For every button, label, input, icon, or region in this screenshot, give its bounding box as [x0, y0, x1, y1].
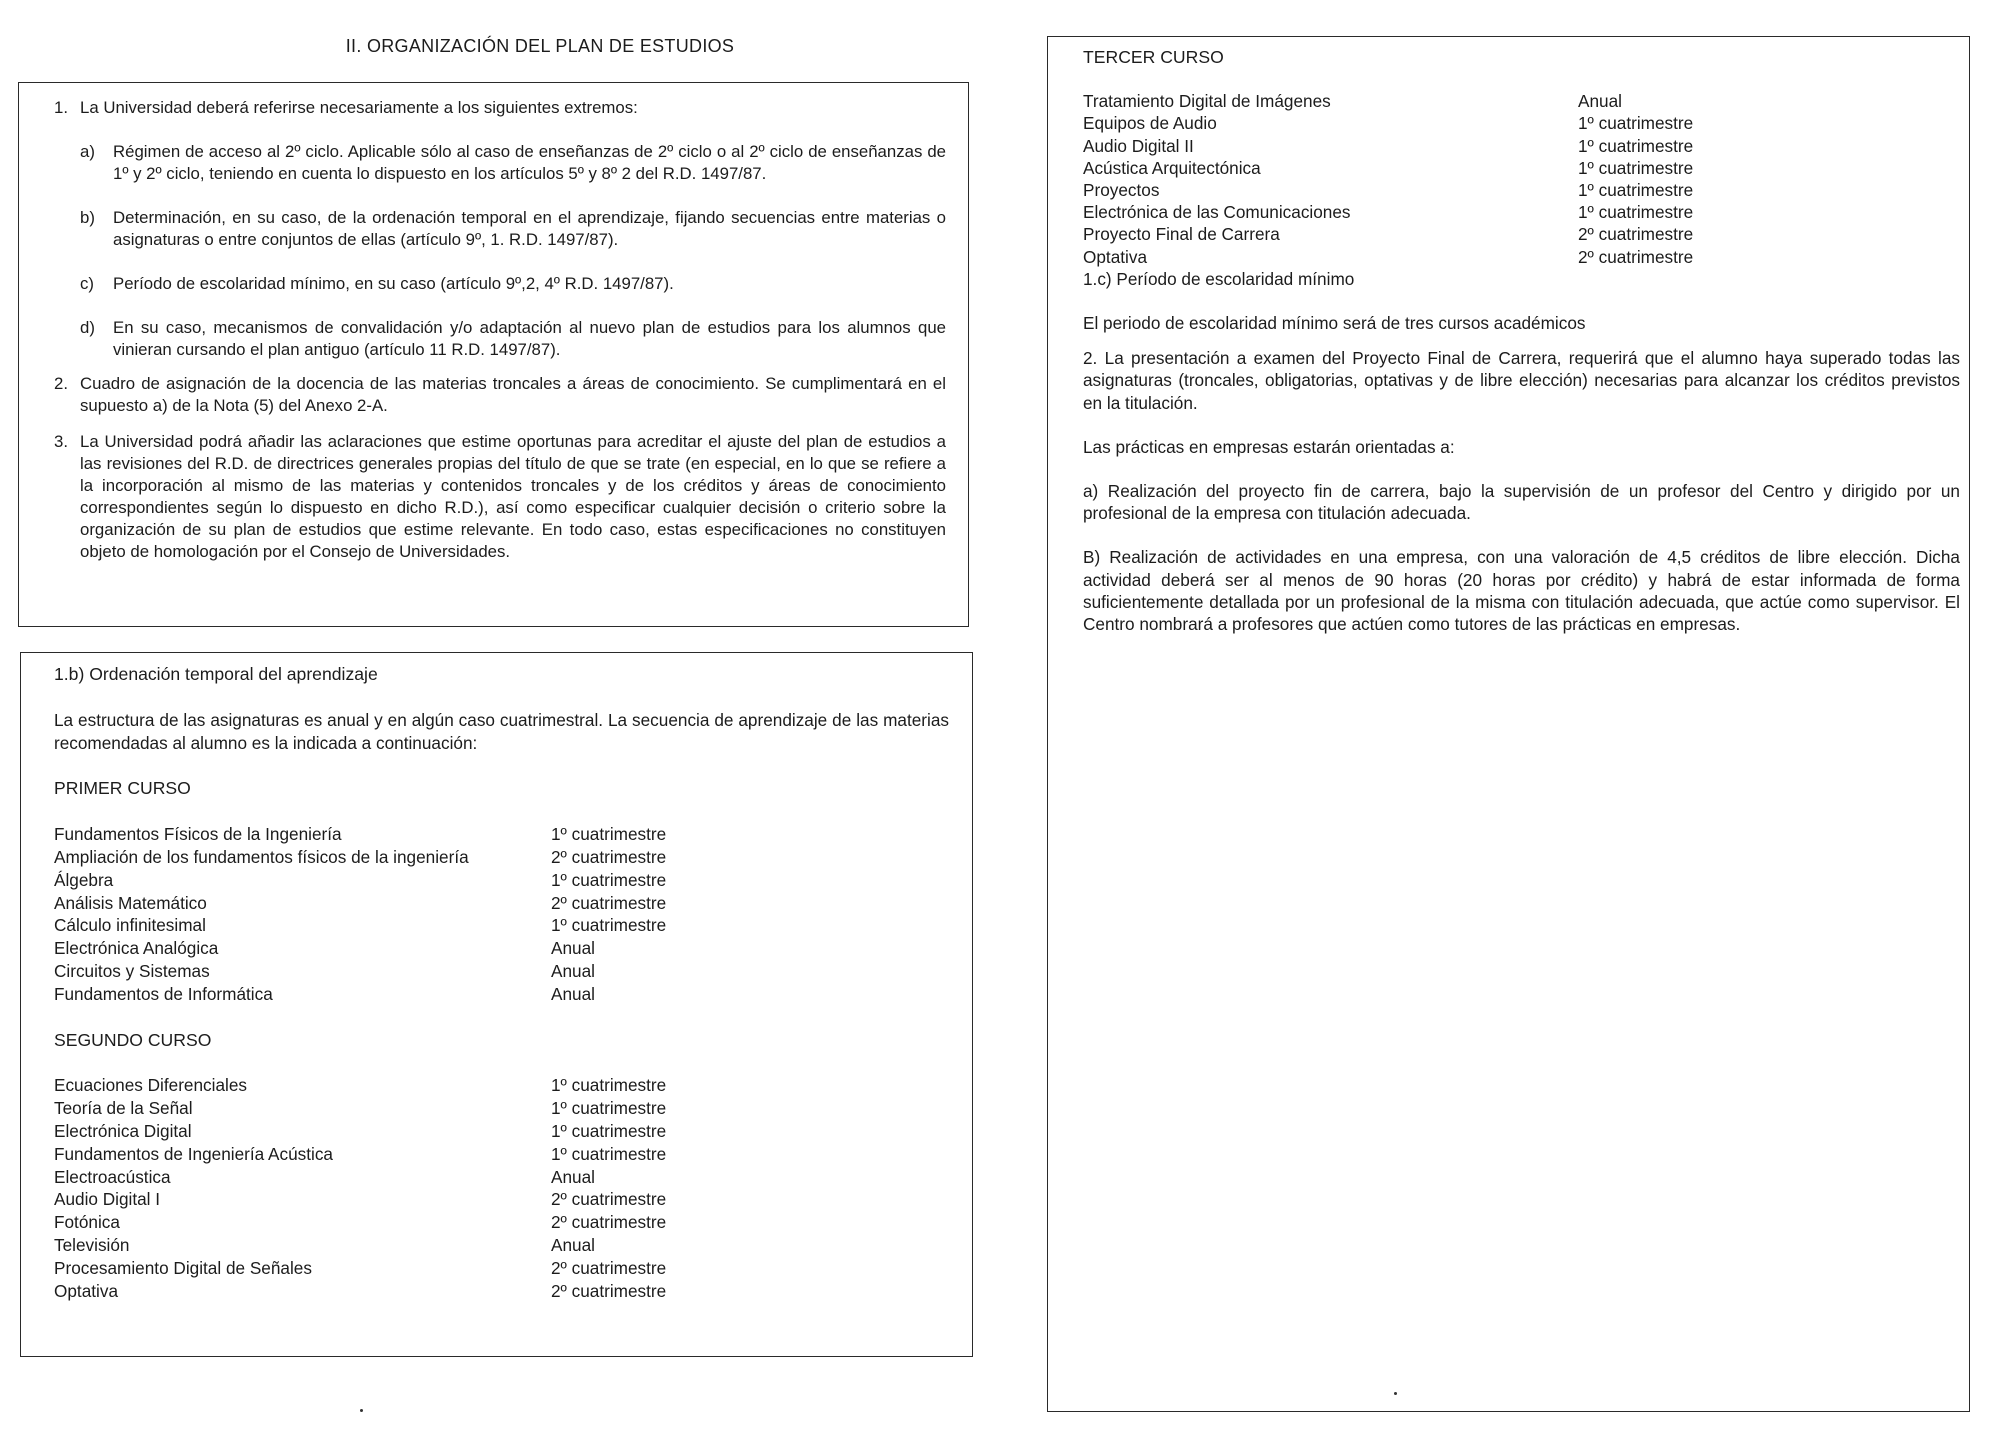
- subitem-label: c): [80, 274, 94, 293]
- second-course-row-period: 1º cuatrimestre: [551, 1075, 667, 1096]
- min-period-text: El periodo de escolaridad mínimo será de tres cursos académicos: [1083, 313, 1586, 334]
- third-course-row-period: 1º cuatrimestre: [1578, 157, 1694, 178]
- page-heading: II. ORGANIZACIÓN DEL PLAN DE ESTUDIOS: [345, 36, 735, 56]
- requirement-item-3: [54, 431, 946, 563]
- third-course-row-subject: Proyecto Final de Carrera: [1083, 224, 1280, 245]
- ordering-title: 1.b) Ordenación temporal del aprendizaje: [54, 664, 378, 684]
- subitem-text: Régimen de acceso al 2º ciclo. Aplicable sólo al caso de enseñanzas de 2º ciclo o al 2º ciclo de enseñanzas de 1º y 2º ciclo, teniendo en cuenta lo dispuesto en los artículos 5º y 8º 2 del R.D. 1497/87.: [113, 142, 946, 183]
- second-course-row-period: Anual: [551, 1166, 595, 1187]
- requirements-box: [18, 82, 969, 627]
- first-course-table: [54, 823, 949, 1005]
- exam-requirement-text: 2. La presentación a examen del Proyecto Final de Carrera, requerirá que el alumno haya superado todas las asignaturas (troncales, obligatorias, optativas y de libre elección) necesarias para alcanzar los créditos previstos en la titulación.: [1083, 348, 1960, 413]
- second-course-row-subject: Electroacústica: [54, 1166, 171, 1187]
- third-course-row-period: 1º cuatrimestre: [1578, 180, 1694, 201]
- ordering-content: [54, 663, 949, 1302]
- first-course-row-subject: Álgebra: [54, 869, 114, 890]
- first-course-row-subject: Ampliación de los fundamentos físicos de la ingeniería: [54, 846, 469, 867]
- second-course-row-subject: Optativa: [54, 1280, 119, 1301]
- subitem-label: b): [80, 208, 95, 227]
- second-course-row-subject: Fotónica: [54, 1212, 120, 1233]
- requirement-text: La Universidad deberá referirse necesariamente a los siguientes extremos:: [80, 98, 638, 117]
- subitem-c: [80, 273, 946, 295]
- second-course-row-period: 2º cuatrimestre: [551, 1212, 667, 1233]
- second-course-row-period: 2º cuatrimestre: [551, 1280, 667, 1301]
- first-course-row-subject: Fundamentos Físicos de la Ingeniería: [54, 824, 342, 845]
- scan-speck: [1394, 1392, 1397, 1395]
- first-course-row-period: 1º cuatrimestre: [551, 824, 667, 845]
- third-course-row-subject: Proyectos: [1083, 180, 1160, 201]
- second-course-row-period: Anual: [551, 1234, 595, 1255]
- second-course-row-subject: Procesamiento Digital de Señales: [54, 1257, 312, 1278]
- second-course-row-period: 1º cuatrimestre: [551, 1143, 667, 1164]
- requirement-text: Cuadro de asignación de la docencia de las materias troncales a áreas de conocimiento. Se cumplimentará en el supuesto a) de la Nota (5) del Anexo 2-A.: [80, 374, 946, 415]
- third-course-table: [1083, 90, 1960, 268]
- first-course-row-subject: Circuitos y Sistemas: [54, 960, 210, 981]
- second-course-row-subject: Fundamentos de Ingeniería Acústica: [54, 1143, 333, 1164]
- first-course-row-subject: Electrónica Analógica: [54, 938, 219, 959]
- third-course-row-subject: Audio Digital II: [1083, 135, 1194, 156]
- third-course-row-period: 2º cuatrimestre: [1578, 246, 1694, 267]
- min-period-title: 1.c) Período de escolaridad mínimo: [1083, 268, 1355, 289]
- requirement-number: 3.: [54, 432, 68, 451]
- third-course-row-subject: Tratamiento Digital de Imágenes: [1083, 91, 1331, 112]
- second-course-table: [54, 1074, 949, 1302]
- requirements-list: [54, 97, 946, 563]
- internship-item-a: a) Realización del proyecto fin de carrera, bajo la supervisión de un profesor del Centro y dirigido por un profesional de la empresa con titulación adecuada.: [1083, 481, 1960, 524]
- first-course-row-subject: Cálculo infinitesimal: [54, 915, 206, 936]
- internships-intro: Las prácticas en empresas estarán orientadas a:: [1083, 436, 1455, 457]
- third-course-content: [1083, 46, 1960, 635]
- second-course-row-subject: Electrónica Digital: [54, 1120, 192, 1141]
- subitem-d: [80, 317, 946, 361]
- first-course-row-period: 1º cuatrimestre: [551, 869, 667, 890]
- second-course-row-period: 1º cuatrimestre: [551, 1098, 667, 1119]
- third-course-row-period: Anual: [1578, 91, 1622, 112]
- subitem-a: [80, 141, 946, 185]
- second-course-row-period: 2º cuatrimestre: [551, 1257, 667, 1278]
- third-course-row-subject: Electrónica de las Comunicaciones: [1083, 202, 1351, 223]
- second-course-row-subject: Audio Digital I: [54, 1189, 161, 1210]
- ordering-box: [20, 652, 973, 1357]
- subitem-text: Período de escolaridad mínimo, en su caso (artículo 9º,2, 4º R.D. 1497/87).: [113, 274, 674, 293]
- scan-speck: [360, 1409, 363, 1412]
- third-course-row-subject: Equipos de Audio: [1083, 113, 1217, 134]
- first-course-row-period: 2º cuatrimestre: [551, 846, 667, 867]
- first-course-row-subject: Fundamentos de Informática: [54, 983, 273, 1004]
- second-course-row-subject: Televisión: [54, 1234, 130, 1255]
- third-course-box: [1047, 36, 1970, 1412]
- requirement-text: La Universidad podrá añadir las aclaraciones que estime oportunas para acreditar el ajuste del plan de estudios a las revisiones del R.D. de directrices generales propias del título de que se trate (en especial, en lo que se refiere a la incorporación al mismo de las materias y contenidos troncales y de los créditos y áreas de conocimiento correspondientes según lo dispuesto en dicho R.D.), así como especificar cualquier decisión o criterio sobre la organización de su plan de estudios que estime relevante. En todo caso, estas especificaciones no constituyen objeto de homologación por el Consejo de Universidades.: [80, 432, 946, 561]
- requirement-item-2: [54, 373, 946, 417]
- subitem-label: a): [80, 142, 95, 161]
- second-course-row-period: 1º cuatrimestre: [551, 1120, 667, 1141]
- second-course-title: SEGUNDO CURSO: [54, 1029, 212, 1050]
- third-course-row-period: 2º cuatrimestre: [1578, 224, 1694, 245]
- first-course-row-subject: Análisis Matemático: [54, 892, 207, 913]
- subitem-text: Determinación, en su caso, de la ordenación temporal en el aprendizaje, fijando secuencias entre materias o asignaturas o entre conjuntos de ellas (artículo 9º, 1. R.D. 1497/87).: [113, 208, 946, 249]
- second-course-row-period: 2º cuatrimestre: [551, 1189, 667, 1210]
- third-course-row-period: 1º cuatrimestre: [1578, 202, 1694, 223]
- requirement-number: 2.: [54, 374, 68, 393]
- third-course-title: TERCER CURSO: [1083, 47, 1224, 67]
- ordering-intro: La estructura de las asignaturas es anual y en algún caso cuatrimestral. La secuencia de aprendizaje de las materias recomendadas al alumno es la indicada a continuación:: [54, 709, 949, 753]
- first-course-row-period: 1º cuatrimestre: [551, 915, 667, 936]
- first-course-title: PRIMER CURSO: [54, 778, 191, 799]
- first-course-row-period: Anual: [551, 983, 595, 1004]
- second-course-row-subject: Teoría de la Señal: [54, 1098, 193, 1119]
- first-course-row-period: Anual: [551, 960, 595, 981]
- first-course-row-period: Anual: [551, 938, 595, 959]
- requirement-number: 1.: [54, 98, 68, 117]
- first-course-row-period: 2º cuatrimestre: [551, 892, 667, 913]
- third-course-row-subject: Acústica Arquitectónica: [1083, 157, 1261, 178]
- subitem-text: En su caso, mecanismos de convalidación y/o adaptación al nuevo plan de estudios para los alumnos que vinieran cursando el plan antiguo (artículo 11 R.D. 1497/87).: [113, 318, 946, 359]
- third-course-row-period: 1º cuatrimestre: [1578, 113, 1694, 134]
- subitem-label: d): [80, 318, 95, 337]
- second-course-row-subject: Ecuaciones Diferenciales: [54, 1075, 247, 1096]
- requirement-item-1: [54, 97, 946, 119]
- internship-item-b: B) Realización de actividades en una empresa, con una valoración de 4,5 créditos de libre elección. Dicha actividad deberá ser al menos de 90 horas (20 horas por crédito) y habrá de estar informada de forma suficientemente detallada por un profesional de la misma con titulación adecuada, que actúe como supervisor. El Centro nombrará a profesores que actúen como tutores de las prácticas en empresas.: [1083, 547, 1960, 635]
- third-course-row-subject: Optativa: [1083, 246, 1148, 267]
- subitem-b: [80, 207, 946, 251]
- third-course-row-period: 1º cuatrimestre: [1578, 135, 1694, 156]
